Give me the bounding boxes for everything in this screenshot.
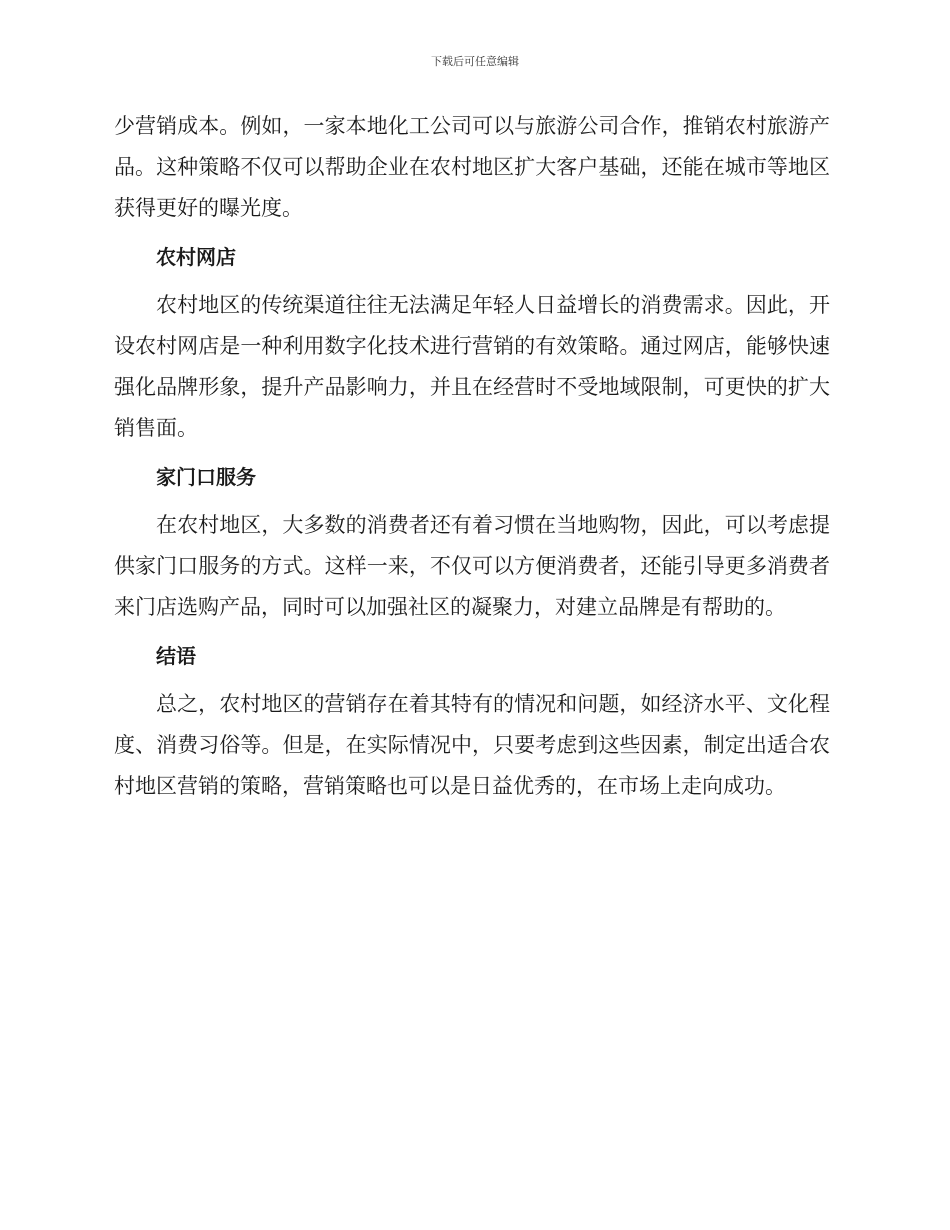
section-paragraph: 农村地区的传统渠道往往无法满足年轻人日益增长的消费需求。因此，开设农村网店是一种利用数字化技术进行营销的有效策略。通过网店，能够快速强化品牌形象，提升产品影响力，并且在经营时不受地域限制，可更快的扩大销售面。 — [114, 293, 830, 440]
section-conclusion — [114, 636, 830, 807]
document-body — [114, 106, 830, 807]
page-header: 下载后可任意编辑 — [431, 55, 519, 68]
section-doorstep-service — [114, 457, 830, 628]
section-paragraph: 在农村地区，大多数的消费者还有着习惯在当地购物，因此，可以考虑提供家门口服务的方式。这样一来，不仅可以方便消费者，还能引导更多消费者来门店选购产品，同时可以加强社区的凝聚力，对建立品牌是有帮助的。 — [114, 513, 830, 619]
section-heading: 农村网店 — [156, 245, 236, 269]
section-rural-online-store — [114, 237, 830, 449]
section-heading: 家门口服务 — [156, 465, 256, 489]
section-paragraph: 总之，农村地区的营销存在着其特有的情况和问题，如经济水平、文化程度、消费习俗等。但是，在实际情况中，只要考虑到这些因素，制定出适合农村地区营销的策略，营销策略也可以是日益优秀的，在市场上走向成功。 — [114, 692, 830, 798]
section-heading: 结语 — [156, 644, 196, 668]
intro-paragraph: 少营销成本。例如，一家本地化工公司可以与旅游公司合作，推销农村旅游产品。这种策略不仅可以帮助企业在农村地区扩大客户基础，还能在城市等地区获得更好的曝光度。 — [114, 114, 830, 220]
